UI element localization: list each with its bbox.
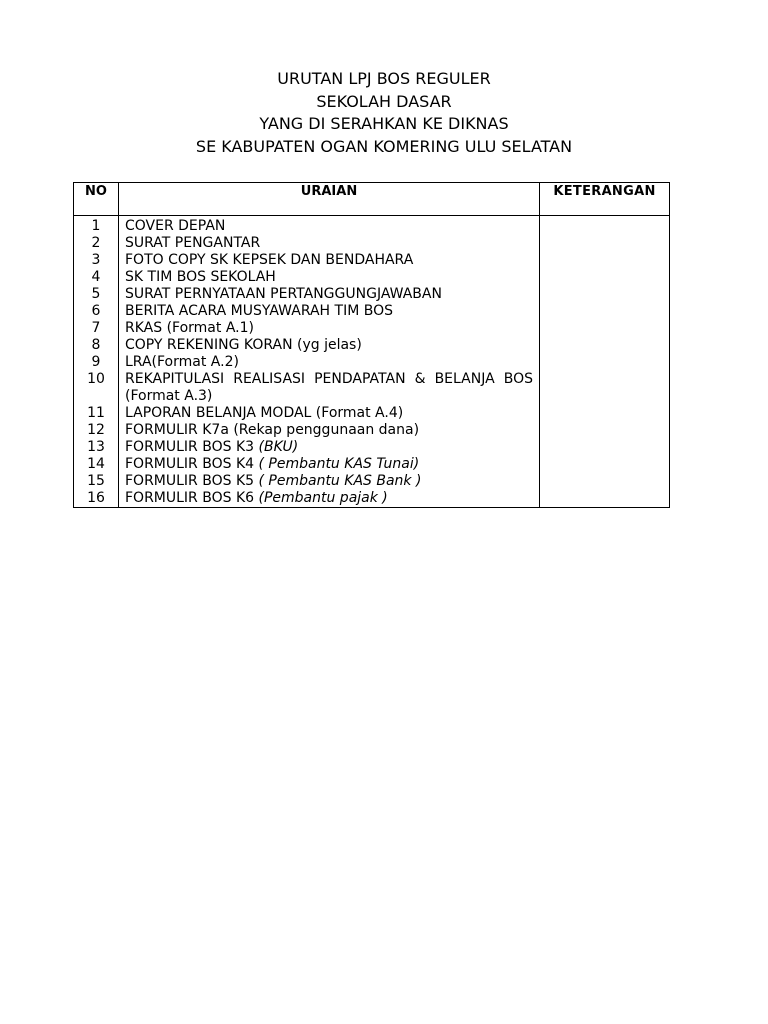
list-item (125, 422, 533, 439)
row-number: 12 (87, 422, 105, 438)
title-line-3: YANG DI SERAHKAN KE DIKNAS (259, 114, 509, 133)
row-number: 11 (87, 405, 105, 421)
row-number: 16 (87, 490, 105, 506)
item-text: FORMULIR BOS K5 (125, 473, 259, 489)
row-number: 9 (91, 354, 101, 370)
row-number: 13 (87, 439, 105, 455)
item-italic-note: (Pembantu pajak ) (258, 490, 388, 506)
list-item (125, 252, 533, 269)
no-column (74, 216, 119, 508)
list-item (125, 405, 533, 422)
row-number: 6 (91, 303, 101, 319)
title-line-4: SE KABUPATEN OGAN KOMERING ULU SELATAN (195, 136, 573, 156)
list-item (125, 473, 533, 490)
list-item (125, 235, 533, 252)
row-number: 5 (91, 286, 101, 302)
header-no: NO (74, 183, 119, 216)
document-title (0, 68, 768, 158)
row-number: 7 (91, 320, 101, 336)
row-number: 3 (91, 252, 101, 268)
item-text: BERITA ACARA MUSYAWARAH TIM BOS (125, 303, 394, 319)
list-item (125, 320, 533, 337)
item-text: FOTO COPY SK KEPSEK DAN BENDAHARA (125, 252, 414, 268)
row-number: 14 (87, 456, 105, 472)
item-text: SK TIM BOS SEKOLAH (125, 269, 276, 285)
title-line-1: URUTAN LPJ BOS REGULER (277, 69, 491, 88)
list-item (125, 286, 533, 303)
table-body-row (74, 216, 670, 508)
header-uraian: URAIAN (119, 183, 540, 216)
title-line-2: SEKOLAH DASAR (316, 91, 452, 111)
item-text: SURAT PENGANTAR (125, 235, 261, 251)
lpj-table (73, 182, 670, 508)
row-number: 2 (91, 235, 101, 251)
item-italic-note: ( Pembantu KAS Tunai) (258, 456, 420, 472)
row-number: 8 (91, 337, 101, 353)
item-text: FORMULIR BOS K6 (125, 490, 259, 506)
item-text: LAPORAN BELANJA MODAL (Format A.4) (125, 405, 404, 421)
list-item (125, 337, 533, 354)
list-item (125, 371, 533, 405)
item-text: REKAPITULASI REALISASI PENDAPATAN & BELANJA BOS (Format A.3) (125, 371, 533, 404)
list-item (125, 354, 533, 371)
item-text: COVER DEPAN (125, 218, 226, 234)
list-item (125, 490, 533, 507)
item-text: RKAS (Format A.1) (125, 320, 254, 336)
row-number: 4 (91, 269, 101, 285)
row-number-spacer (74, 388, 118, 405)
list-item (125, 439, 533, 456)
row-number: 10 (87, 371, 105, 387)
item-text: COPY REKENING KORAN (yg jelas) (125, 337, 362, 353)
list-item (125, 303, 533, 320)
list-item (125, 456, 533, 473)
item-text: FORMULIR K7a (Rekap penggunaan dana) (125, 422, 420, 438)
row-number: 1 (91, 218, 101, 234)
item-italic-note: (BKU) (258, 439, 299, 455)
list-item (125, 218, 533, 235)
list-item (125, 269, 533, 286)
header-keterangan: KETERANGAN (540, 183, 670, 216)
item-text: LRA(Format A.2) (125, 354, 239, 370)
item-text: FORMULIR BOS K3 (125, 439, 259, 455)
item-text: FORMULIR BOS K4 (125, 456, 259, 472)
item-italic-note: ( Pembantu KAS Bank ) (258, 473, 422, 489)
uraian-column (119, 216, 540, 508)
table-header-row (74, 183, 670, 216)
item-text: SURAT PERNYATAAN PERTANGGUNGJAWABAN (125, 286, 442, 302)
keterangan-column (540, 216, 670, 508)
row-number: 15 (87, 473, 105, 489)
